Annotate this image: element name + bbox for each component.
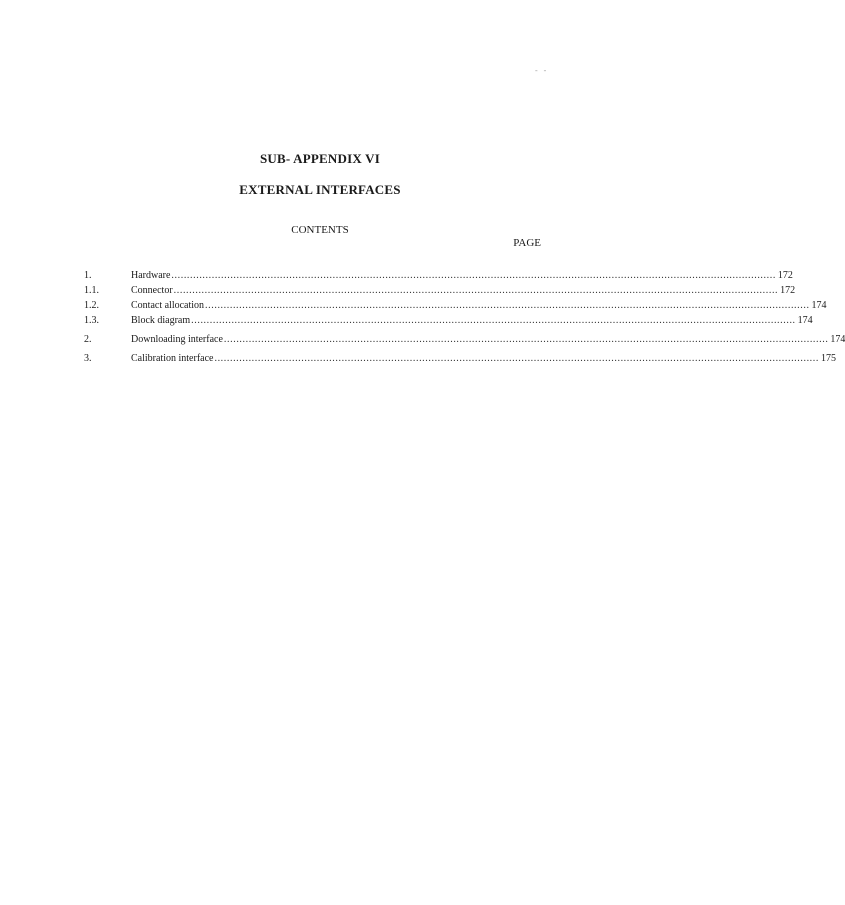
toc-leader-dots: ...................................................................................................................................................................................................: [223, 334, 829, 345]
toc-entry-number: 1.: [84, 270, 92, 281]
toc-entry-number: 1.3.: [84, 315, 99, 326]
toc-entry-title: Connector: [131, 285, 173, 296]
toc-entry-number: 1.2.: [84, 300, 99, 311]
toc-entry-title: Calibration interface: [131, 353, 214, 364]
toc-entry-title: Contact allocation: [131, 300, 205, 311]
toc-entry-page: 175: [820, 353, 836, 364]
toc-entry-number: 2.: [84, 334, 92, 345]
toc-entry-page: 174: [797, 315, 813, 326]
toc-leader-dots: ...................................................................................................................................................................................................: [214, 353, 819, 364]
section-title: EXTERNAL INTERFACES: [239, 182, 401, 197]
toc-entry-title: Block diagram: [131, 315, 191, 326]
toc-entry-connector[interactable]: [84, 283, 796, 298]
corner-mark: - -: [535, 66, 549, 75]
toc-entry-page: 174: [811, 300, 827, 311]
toc-entry-page: 172: [780, 285, 796, 296]
toc-leader-dots: ...................................................................................................................................................................................................: [205, 300, 810, 311]
contents-label: CONTENTS: [291, 224, 349, 236]
toc-entry-block-diagram[interactable]: [84, 313, 813, 328]
toc-entry-page: 172: [777, 270, 793, 281]
page-column-label: PAGE: [513, 237, 541, 249]
table-of-contents: [84, 268, 845, 366]
toc-entry-downloading-interface[interactable]: [84, 332, 845, 347]
toc-entry-number: 3.: [84, 353, 92, 364]
toc-entry-title: Downloading interface: [131, 334, 223, 345]
toc-leader-dots: ...................................................................................................................................................................................................: [191, 315, 796, 326]
toc-entry-page: 174: [830, 334, 845, 345]
toc-leader-dots: ...................................................................................................................................................................................................: [173, 285, 779, 296]
toc-entry-hardware[interactable]: [84, 268, 793, 283]
toc-entry-number: 1.1.: [84, 285, 99, 296]
sub-appendix-title: SUB- APPENDIX VI: [260, 151, 380, 166]
toc-entry-contact-allocation[interactable]: [84, 298, 827, 313]
toc-leader-dots: ...................................................................................................................................................................................................: [171, 270, 776, 281]
toc-entry-title: Hardware: [131, 270, 171, 281]
toc-entry-calibration-interface[interactable]: [84, 351, 836, 366]
